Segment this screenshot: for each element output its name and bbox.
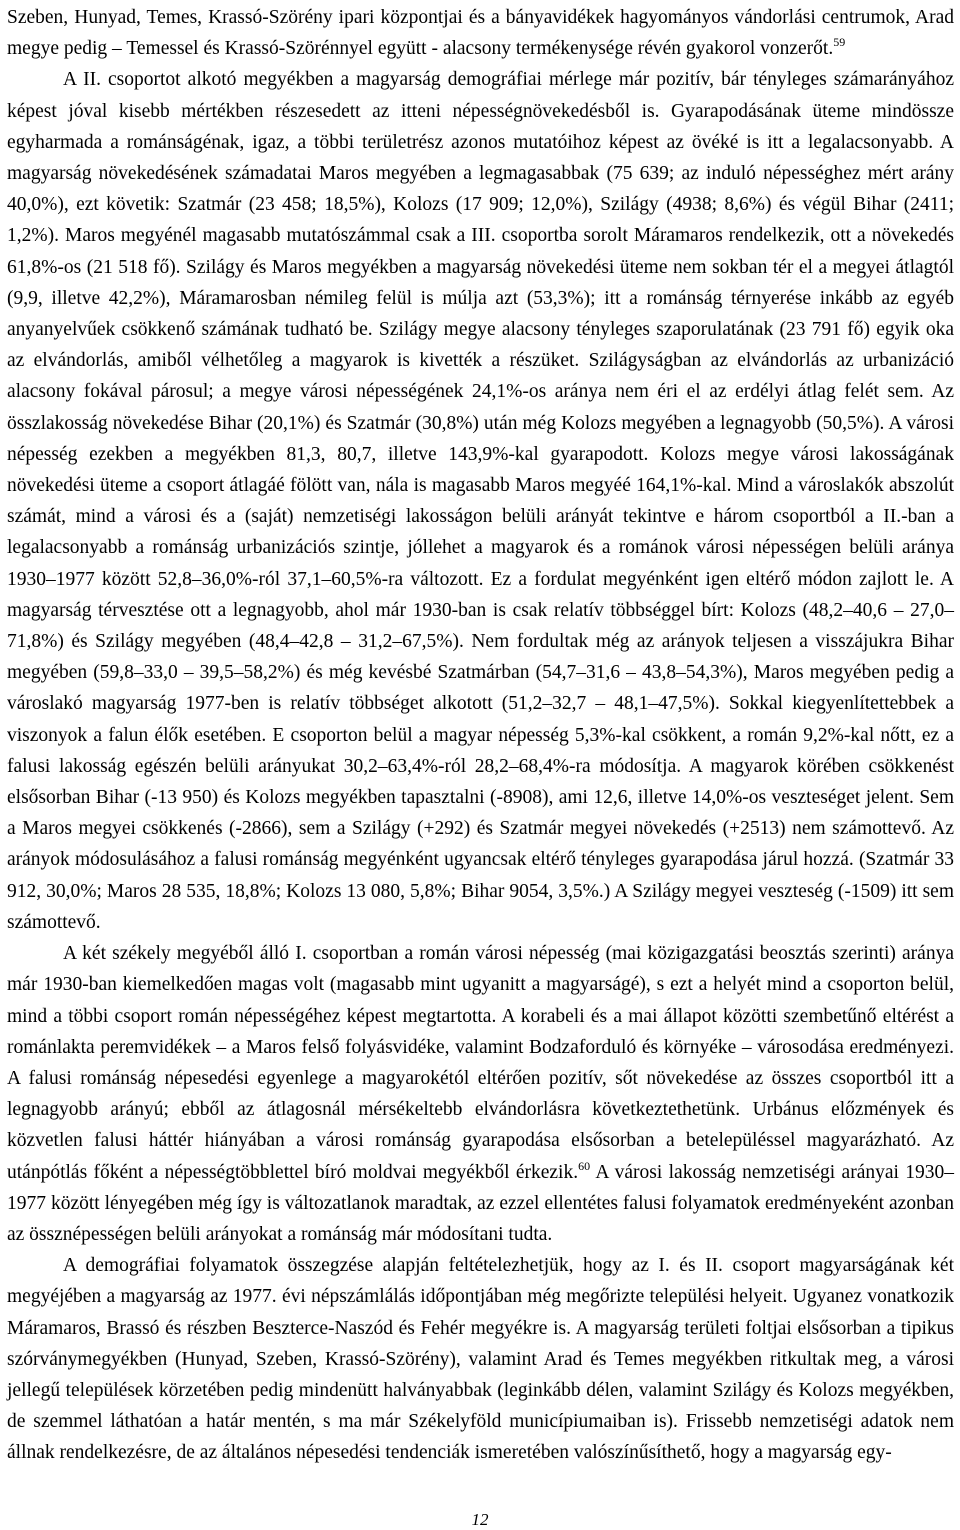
paragraph-text: A városi lakosság nemzetiségi arányai 1930–1977 között lényegében még így is változatlanok maradtak, az ezzel ellentétes falusi folyamatok eredményeként azonban az össznépességen belüli arányokat a románság már módosítani tudta. (7, 1161, 954, 1245)
page-number: 12 (471, 1510, 489, 1529)
footnote-reference: 59 (833, 35, 846, 50)
paragraph-text: A demográfiai folyamatok összegzése alapján feltételezhetjük, hogy az I. és II. csoport magyarságának két megyéjében a magyarság az 1977. évi népszámlálás időpontjában még megőrizte települési helyeit. Ugyanez vonatkozik Máramaros, Brassó és részben Beszterce-Naszód és Fehér megyékre is. A magyarság területi foltjai elsősorban a tipikus szórványmegyékben (Hunyad, Szeben, Krassó-Szörény), valamint Arad és Temes megyékben ritkultak meg, a városi jellegű települések körzetében pedig mindenütt halványabbak (leginkább délen, valamint Szilágy és Kolozs megyékben, de szemmel láthatóan a határ mentén, s ma már Székelyföld municípiumaiban is). Frissebb nemzetiségi adatok nem állnak rendelkezésre, de az általános népesedési tendenciák ismeretében valószínűsíthető, hogy a magyarság egy- (7, 1255, 954, 1464)
paragraph (7, 1250, 954, 1468)
paragraph-text: A két székely megyéből álló I. csoportban a román városi népesség (mai közigazgatási beosztás szerinti) aránya már 1930-ban kiemelkedően magas volt (magasabb mint ugyanitt a magyarságé), s ezt a helyét mind a csoporton belül, mind a többi csoport román népességéhez képest megtartotta. A korabeli és a mai állapot közötti szembetűnő eltérést a románlakta peremvidékek – a Maros felső folyásvidéke, valamint Bodzaforduló és környéke – városodása eredményezi. A falusi románság népesedési egyenlege a magyarokétól eltérően pozitív, sőt növekedése az összes csoportból itt a legnagyobb arányú; ebből az átlagosnál mérsékeltebb elvándorlásra következtethetünk. Urbánus előzmények és közvetlen falusi háttér hiányában a városi románság gyarapodása elsősorban a betelepüléssel magyarázható. Az utánpótlás főként a népességtöbblettel bíró moldvai megyékből érkezik. (7, 943, 954, 1183)
document-body (7, 2, 954, 1469)
paragraph-text: A II. csoportot alkotó megyékben a magyarság demográfiai mérlege már pozitív, bár tényleges számarányához képest jóval kisebb mértékben részesedett az itteni népességnövekedésből is. Gyarapodásának üteme mindössze egyharmada a románságénak, igaz, a többi területrész azonos mutatóihoz képest az övéké is itt a legalacsonyabb. A magyarság növekedésének számadatai Maros megyében a legmagasabbak (75 639; az induló népességhez mért arány 40,0%), ezt követik: Szatmár (23 458; 18,5%), Kolozs (17 909; 12,0%), Szilágy (4938; 8,6%) és végül Bihar (2411; 1,2%). Maros megyénél magasabb mutatószámmal csak a III. csoportba sorolt Máramaros rendelkezik, ott a növekedés 61,8%-os (21 518 fő). Szilágy és Maros megyékben a magyarság növekedési üteme nem sokban tér el a megyei átlagtól (9,9, illetve 42,2%), Máramarosban némileg felül is múlja azt (53,3%); itt a románság térnyerése inkább az egyéb anyanyelvűek csökkenő számának tudható be. Szilágy megye alacsony tényleges szaporulatának (23 791 fő) egyik oka az elvándorlás, amiből vélhetőleg a magyarok is kivették a részüket. Szilágyságban az elvándorlás az urbanizáció alacsony fokával párosul; a megye városi népességének 24,1%-os aránya nem éri el az erdélyi átlag felét sem. Az összlakosság növekedése Bihar (20,1%) és Szatmár (30,8%) után még Kolozs megyében a legnagyobb (50,5%). A városi népesség ezekben a megyékben 81,3, 80,7, illetve 143,9%-kal gyarapodott. Kolozs megye városi lakosságának növekedési üteme a csoport átlagáé fölött van, nála is magasabb Maros megyéé 164,1%-kal. Mind a városlakók abszolút számát, mind a városi és a (saját) nemzetiségi lakosságon belüli arányát tekintve e három csoportból a II.-ban a legalacsonyabb a románság urbanizációs szintje, jóllehet a magyarok és a románok városi népességen belüli aránya 1930–1977 között 52,8–36,0%-ról 37,1–60,5%-ra változott. Ez a fordulat megyénként igen eltérő módon zajlott le. A magyarság térvesztése ott a legnagyobb, ahol már 1930-ban is csak relatív többséggel bírt: Kolozs (48,2–40,6 – 27,0–71,8%) és Szilágy megyében (48,4–42,8 – 31,2–67,5%). Nem fordultak még az arányok teljesen a visszájukra Bihar megyében (59,8–33,0 – 39,5–58,2%) és még kevésbé Szatmárban (54,7–31,6 – 43,8–54,3%), Maros megyében pedig a városlakó magyarság 1977-ben is relatív többséget alkotott (51,2–32,7 – 48,1–47,5%). Sokkal kiegyenlítettebbek a viszonyok a falun élők esetében. E csoporton belül a magyar népesség 5,3%-kal csökkent, a román 9,2%-kal nőtt, ez a falusi lakosság egészén belüli arányukat 30,2–63,4%-ról 28,2–68,4%-ra módosítja. A magyarok körében csökkenést elsősorban Bihar (-13 950) és Kolozs megyékben tapasztalni (-8908), ami 12,6, illetve 14,0%-os veszteséget jelent. Sem a Maros megyei csökkenés (-2866), sem a Szilágy (+292) és Szatmár megyei növekedés (+2513) nem számottevő. Az arányok módosulásához a falusi románság megyénként ugyancsak eltérő tényleges gyarapodása járul hozzá. (Szatmár 33 912, 30,0%; Maros 28 535, 18,8%; Kolozs 13 080, 5,8%; Bihar 9054, 3,5%.) A Szilágy megyei veszteség (-1509) itt sem számottevő. (7, 69, 954, 933)
paragraph (7, 64, 954, 938)
paragraph (7, 2, 954, 64)
paragraph (7, 938, 954, 1250)
footnote-reference: 60 (578, 1158, 591, 1173)
paragraph-text: Szeben, Hunyad, Temes, Krassó-Szörény ipari központjai és a bányavidékek hagyományos vándorlási centrumok, Arad megye pedig – Temessel és Krassó-Szörénnyel együtt - alacsony termékenysége révén gyakorol vonzerőt. (7, 7, 954, 60)
